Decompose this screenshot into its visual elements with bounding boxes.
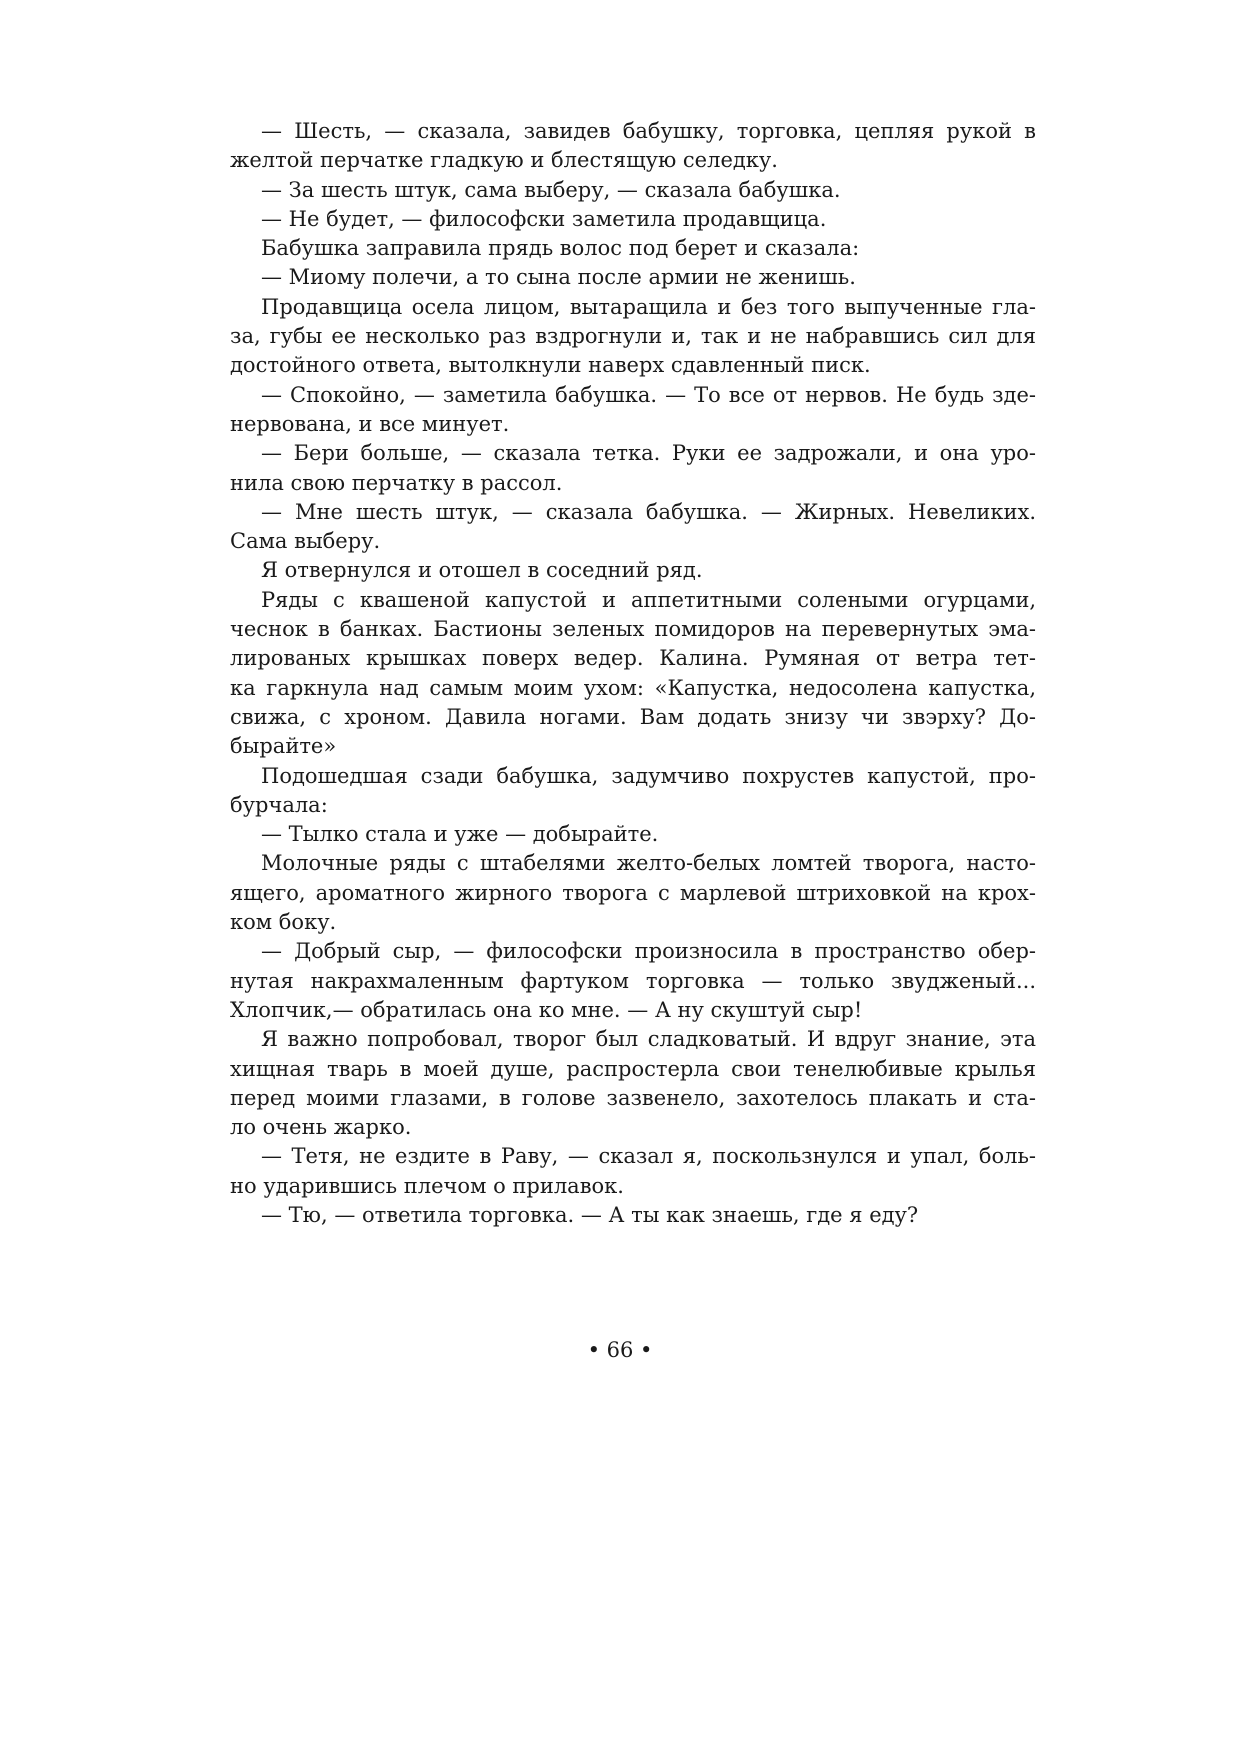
- text-line: бырайте»: [230, 734, 337, 759]
- text-line: Молочные ряды с штабелями желто-белых ломтей творога, насто-: [261, 851, 1036, 876]
- text-line: — Миому полечи, а то сына после армии не женишь.: [261, 265, 856, 290]
- text-line: Бабушка заправила прядь волос под берет и сказала:: [261, 236, 860, 261]
- text-line: — Тылко стала и уже — добырайте.: [261, 822, 659, 847]
- text-line: свижа, с хроном. Давила ногами. Вам додать знизу чи звэрху? До-: [230, 704, 1036, 729]
- text-line: перед моими глазами, в голове зазвенело, захотелось плакать и ста-: [230, 1085, 1036, 1110]
- page-number: • 66 •: [587, 1338, 653, 1362]
- text-line: — Бери больше, — сказала тетка. Руки ее задрожали, и она уро-: [261, 441, 1036, 466]
- text-line: желтой перчатке гладкую и блестящую селедку.: [230, 148, 778, 173]
- text-line: Хлопчик,— обратилась она ко мне. — А ну скуштуй сыр!: [230, 997, 863, 1022]
- text-line: лированых крышках поверх ведер. Калина. Румяная от ветра тет-: [230, 646, 1036, 671]
- text-line: нутая накрахмаленным фартуком торговка — только звудженый...: [230, 968, 1036, 993]
- text-line: ло очень жарко.: [230, 1115, 412, 1140]
- text-line: ящего, ароматного жирного творога с марлевой штриховкой на крох-: [230, 880, 1036, 905]
- text-line: — Спокойно, — заметила бабушка. — То все от нервов. Не будь зде-: [261, 382, 1036, 407]
- text-line: Я важно попробовал, творог был сладковатый. И вдруг знание, эта: [261, 1027, 1036, 1052]
- text-line: — Шесть, — сказала, завидев бабушку, торговка, цепляя рукой в: [261, 119, 1036, 143]
- text-line: хищная тварь в моей душе, распростерла свои тенелюбивые крылья: [230, 1056, 1036, 1081]
- text-line: бурчала:: [230, 792, 328, 817]
- text-line: чеснок в банках. Бастионы зеленых помидоров на перевернутых эма-: [230, 617, 1036, 642]
- text-line: — Мне шесть штук, — сказала бабушка. — Жирных. Невеликих.: [261, 499, 1036, 524]
- text-line: Продавщица осела лицом, вытаращила и без того выпученные гла-: [261, 294, 1036, 319]
- text-line: ком боку.: [230, 910, 337, 935]
- text-line: — Тетя, не ездите в Раву, — сказал я, поскользнулся и упал, боль-: [261, 1144, 1036, 1169]
- text-line: ка гаркнула над самым моим ухом: «Капустка, недосолена капустка,: [230, 675, 1036, 700]
- text-line: но ударившись плечом о прилавок.: [230, 1173, 624, 1198]
- body-text: [230, 117, 1036, 1230]
- text-line: нила свою перчатку в рассол.: [230, 470, 563, 495]
- text-line: — Не будет, — философски заметила продавщица.: [261, 206, 827, 231]
- text-line: — Добрый сыр, — философски произносила в пространство обер-: [261, 939, 1036, 964]
- text-line: Сама выберу.: [230, 529, 381, 554]
- text-line: — Тю, — ответила торговка. — А ты как знаешь, где я еду?: [261, 1202, 919, 1227]
- text-line: — За шесть штук, сама выберу, — сказала бабушка.: [261, 177, 841, 202]
- text-line: нервована, и все минует.: [230, 411, 510, 436]
- text-line: Ряды с квашеной капустой и аппетитными солеными огурцами,: [261, 587, 1036, 612]
- text-line: за, губы ее несколько раз вздрогнули и, так и не набравшись сил для: [230, 324, 1036, 349]
- text-line: Я отвернулся и отошел в соседний ряд.: [261, 558, 703, 583]
- text-line: Подошедшая сзади бабушка, задумчиво похрустев капустой, про-: [261, 763, 1036, 788]
- text-line: достойного ответа, вытолкнули наверх сдавленный писк.: [230, 353, 871, 378]
